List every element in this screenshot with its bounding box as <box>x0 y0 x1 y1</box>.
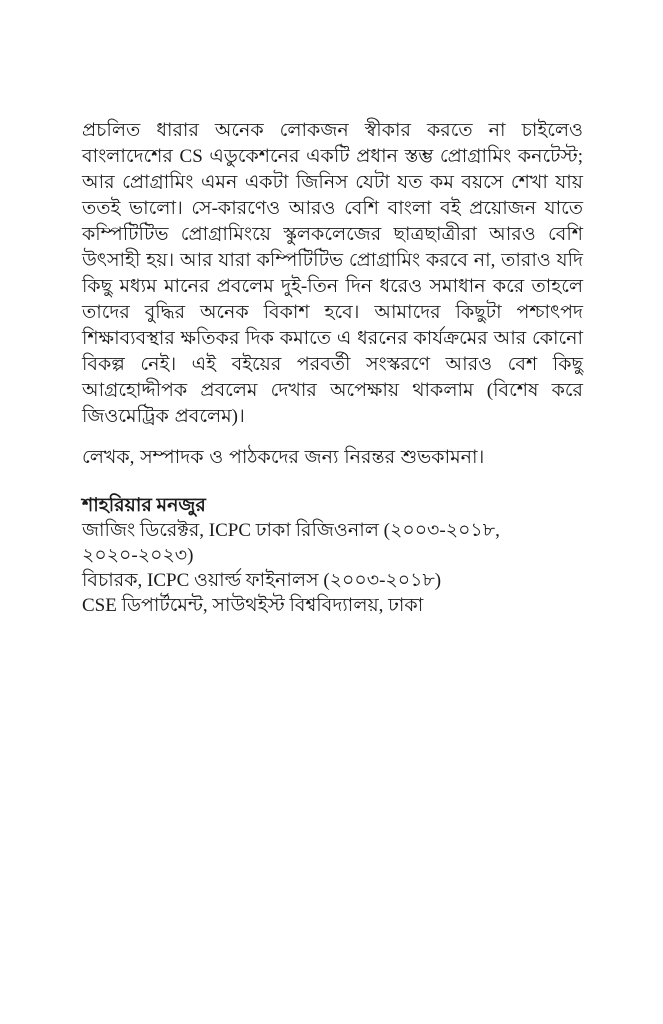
signature-role-judge: বিচারক, ICPC ওয়ার্ল্ড ফাইনালস (২০০৩-২০১৮) <box>82 570 442 591</box>
well-wishes-line: লেখক, সম্পাদক ও পাঠকদের জন্য নিরন্তর শুভকামনা। <box>82 447 485 468</box>
signature-role-department: CSE ডিপার্টমেন্ট, সাউথইস্ট বিশ্ববিদ্যালয়, ঢাকা <box>82 595 424 616</box>
signature-role-judging-director: জাজিং ডিরেক্টর, ICPC ঢাকা রিজিওনাল (২০০৩-২০১৮, ২০২০-২০২৩) <box>82 520 500 566</box>
signature-block <box>82 493 583 618</box>
preface-paragraph: প্রচলিত ধারার অনেক লোকজন স্বীকার করতে না চাইলেও বাংলাদেশের CS এডুকেশনের একটি প্রধান স্তম্ভ প্রোগ্রামিং কনটেস্ট; আর প্রোগ্রামিং এমন একটা জিনিস যেটা যত কম বয়সে শেখা যায় ততই ভালো। সে-কারণেও আরও বেশি বাংলা বই প্রয়োজন যাতে কম্পিটিটিভ প্রোগ্রামিংয়ে স্কুলকলেজের ছাত্রছাত্রীরা আরও বেশি উৎসাহী হয়। আর যারা কম্পিটিটিভ প্রোগ্রামিং করবে না, তারাও যদি কিছু মধ্যম মানের প্রবলেম দুই-তিন দিন ধরেও সমাধান করে তাহলে তাদের বুদ্ধির অনেক বিকাশ হবে। আমাদের কিছুটা পশ্চাৎপদ শিক্ষাব্যবস্থার ক্ষতিকর দিক কমাতে এ ধরনের কার্যক্রমের আর কোনো বিকল্প নেই। এই বইয়ের পরবর্তী সংস্করণে আরও বেশ কিছু আগ্রহোদ্দীপক প্রবলেম দেখার অপেক্ষায় থাকলাম (বিশেষ করে জিওমেট্রিক প্রবলেম)। <box>82 120 583 427</box>
book-page <box>82 118 583 618</box>
author-name: শাহরিয়ার মনজুর <box>82 495 206 516</box>
